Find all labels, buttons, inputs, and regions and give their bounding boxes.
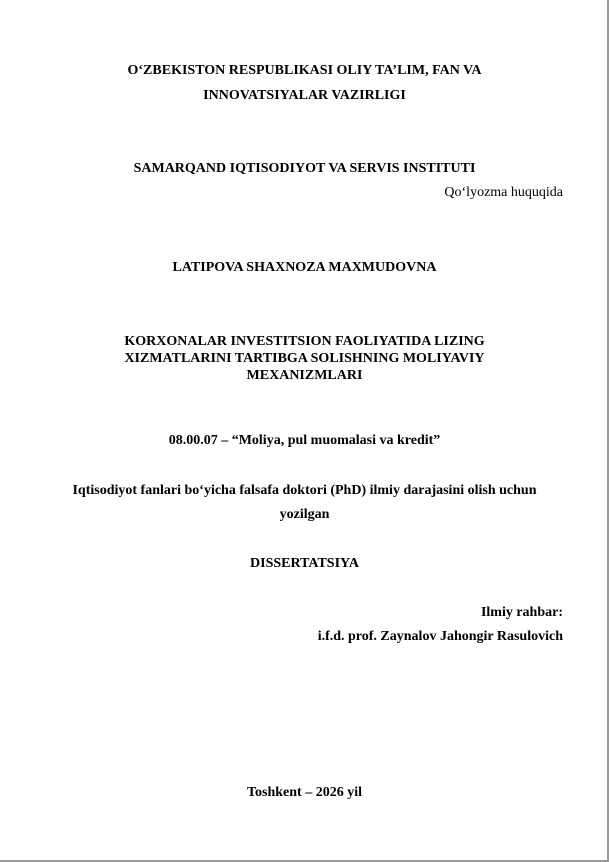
place-and-year: Toshkent – 2026 yil (246, 785, 362, 800)
thesis-title-line-2: XIZMATLARINI TARTIBGA SOLISHNING MOLIYAVIY (124, 351, 485, 366)
document-type: DISSERTATSIYA (250, 556, 359, 571)
institute-name: SAMARQAND IQTISODIYOT VA SERVIS INSTITUTI (133, 161, 476, 176)
supervisor-label: Ilmiy rahbar: (480, 605, 563, 620)
ministry-line-1: O‘ZBEKISTON RESPUBLIKASI OLIY TA’LIM, FAN VA (127, 63, 482, 78)
specialty-code: 08.00.07 – “Moliya, pul muomalasi va kredit” (168, 433, 441, 448)
manuscript-note: Qo‘lyozma huquqida (444, 185, 563, 200)
degree-line-2: yozilgan (279, 507, 330, 522)
degree-line-1: Iqtisodiyot fanlari bo‘yicha falsafa doktori (PhD) ilmiy darajasini olish uchun (72, 483, 537, 498)
thesis-title-line-1: KORXONALAR INVESTITSION FAOLIYATIDA LIZING (124, 334, 485, 349)
author-name: LATIPOVA SHAXNOZA MAXMUDOVNA (172, 260, 437, 275)
thesis-title-line-3: MEXANIZMLARI (246, 368, 363, 383)
supervisor-name: i.f.d. prof. Zaynalov Jahongir Rasulovich (317, 629, 563, 644)
ministry-line-2: INNOVATSIYALAR VAZIRLIGI (203, 88, 406, 103)
